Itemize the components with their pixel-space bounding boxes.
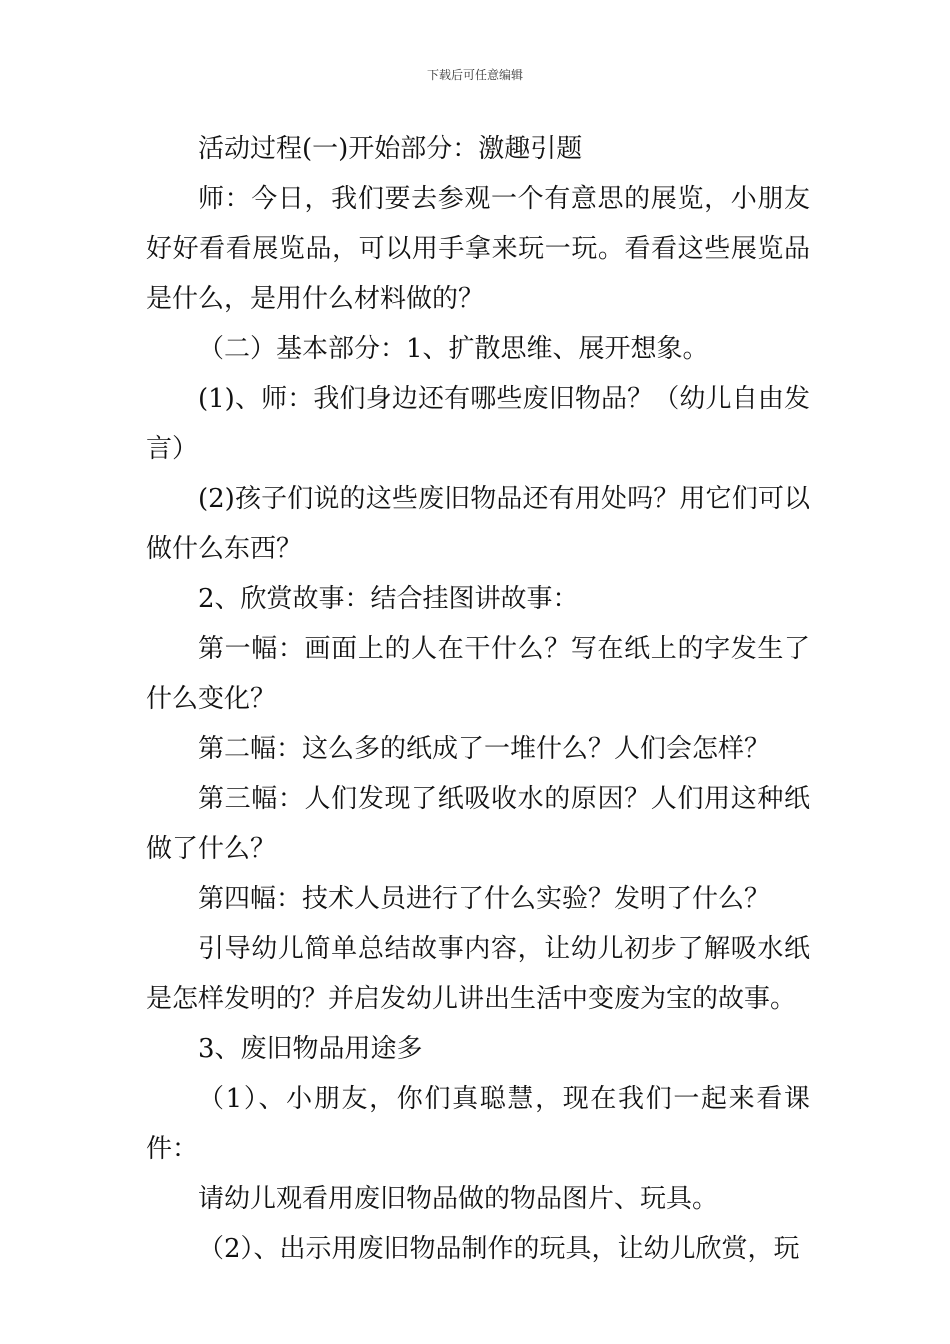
paragraph-question-1: (1)、师：我们身边还有哪些废旧物品？（幼儿自由发言） — [146, 384, 810, 464]
paragraph-activity-process: 活动过程(一)开始部分：激趣引题 — [198, 134, 583, 164]
paragraph-watch-pictures: 请幼儿观看用废旧物品做的物品图片、玩具。 — [198, 1184, 719, 1214]
paragraph-step-1: （1）、小朋友，你们真聪慧，现在我们一起来看课件： — [146, 1084, 810, 1164]
paragraph-teacher-intro: 师：今日，我们要去参观一个有意思的展览，小朋友好好看看展览品，可以用手拿来玩一玩。看看这些展览品是什么，是用什么材料做的？ — [146, 184, 810, 314]
paragraph-uses-heading: 3、废旧物品用途多 — [198, 1034, 423, 1064]
paragraph-summary: 引导幼儿简单总结故事内容，让幼儿初步了解吸水纸是怎样发明的？并启发幼儿讲出生活中变废为宝的故事。 — [146, 934, 810, 1014]
paragraph-question-2: (2)孩子们说的这些废旧物品还有用处吗？用它们可以做什么东西？ — [146, 484, 810, 564]
document-body — [146, 124, 810, 1274]
header-note: 下载后可任意编辑 — [426, 68, 523, 82]
paragraph-story-appreciation: 2、欣赏故事：结合挂图讲故事： — [198, 584, 579, 614]
paragraph-step-2: （2）、出示用废旧物品制作的玩具，让幼儿欣赏，玩 — [198, 1234, 800, 1264]
paragraph-basic-part: （二）基本部分：1、扩散思维、展开想象。 — [198, 334, 709, 364]
paragraph-picture-3: 第三幅：人们发现了纸吸收水的原因？人们用这种纸做了什么？ — [146, 784, 810, 864]
paragraph-picture-4: 第四幅：技术人员进行了什么实验？发明了什么？ — [198, 884, 771, 914]
paragraph-picture-1: 第一幅：画面上的人在干什么？写在纸上的字发生了什么变化？ — [146, 634, 810, 714]
paragraph-picture-2: 第二幅：这么多的纸成了一堆什么？人们会怎样？ — [198, 734, 771, 764]
